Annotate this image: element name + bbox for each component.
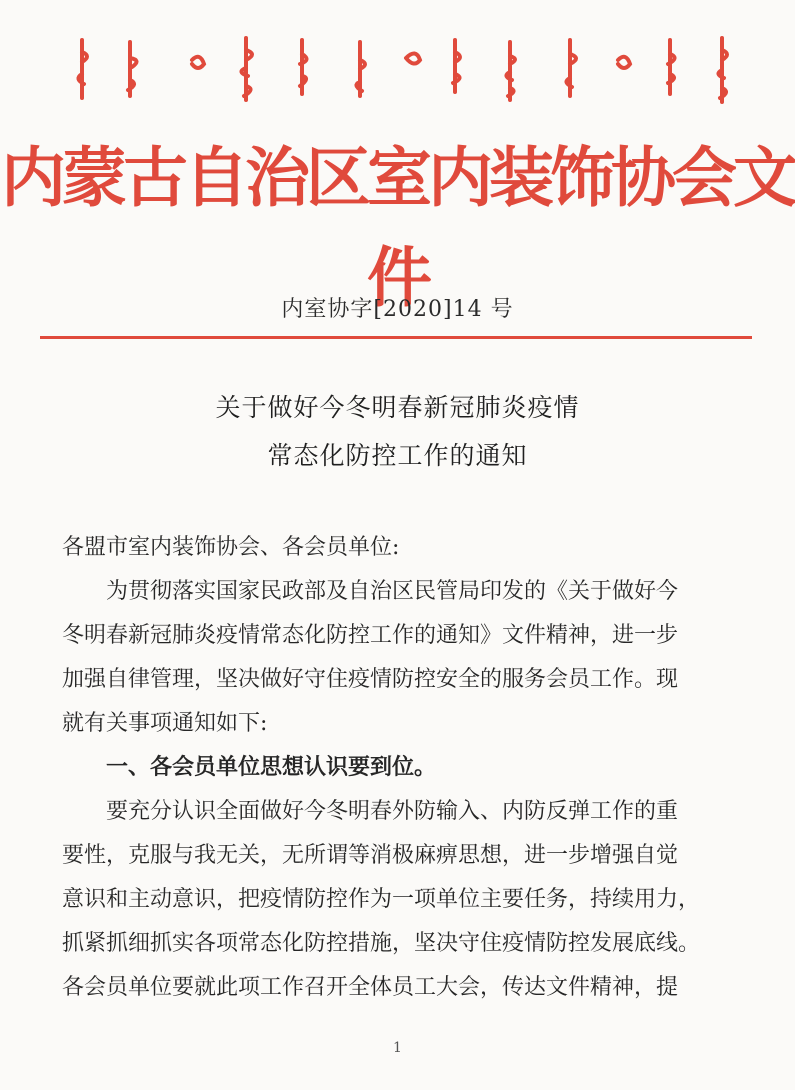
body-line: 要充分认识全面做好今冬明春外防输入、内防反弹工作的重	[62, 799, 679, 824]
notice-title-line-2: 常态化防控工作的通知	[267, 441, 528, 470]
body-line: 要性，克服与我无关，无所谓等消极麻痹思想，进一步增强自觉	[62, 843, 679, 868]
red-divider-line	[40, 336, 752, 339]
organization-title: 内蒙古自治区室内装饰协会文件	[0, 140, 794, 316]
mongolian-script-glyphs	[70, 30, 740, 105]
document-number: 内室协字[2020]14 号	[281, 297, 514, 322]
notice-title-line-1: 关于做好今冬明春新冠肺炎疫情	[215, 393, 580, 422]
body-line: 意识和主动意识，把疫情防控作为一项单位主要任务，持续用力，	[62, 887, 701, 912]
body-line: 各会员单位要就此项工作召开全体员工大会，传达文件精神，提	[62, 975, 679, 1000]
body-line: 就有关事项通知如下:	[62, 711, 268, 736]
body-line: 为贯彻落实国家民政部及自治区民管局印发的《关于做好今	[62, 579, 679, 604]
body-line: 冬明春新冠肺炎疫情常态化防控工作的通知》文件精神，进一步	[62, 623, 679, 648]
body-line: 抓紧抓细抓实各项常态化防控措施，坚决守住疫情防控发展底线。	[62, 931, 701, 956]
salutation: 各盟市室内装饰协会、各会员单位:	[62, 535, 400, 560]
page-number: 1	[393, 1040, 402, 1056]
mongolian-script-header	[70, 30, 740, 105]
body-line: 加强自律管理，坚决做好守住疫情防控安全的服务会员工作。现	[62, 667, 679, 692]
section-heading-1: 一、各会员单位思想认识要到位。	[62, 755, 437, 780]
